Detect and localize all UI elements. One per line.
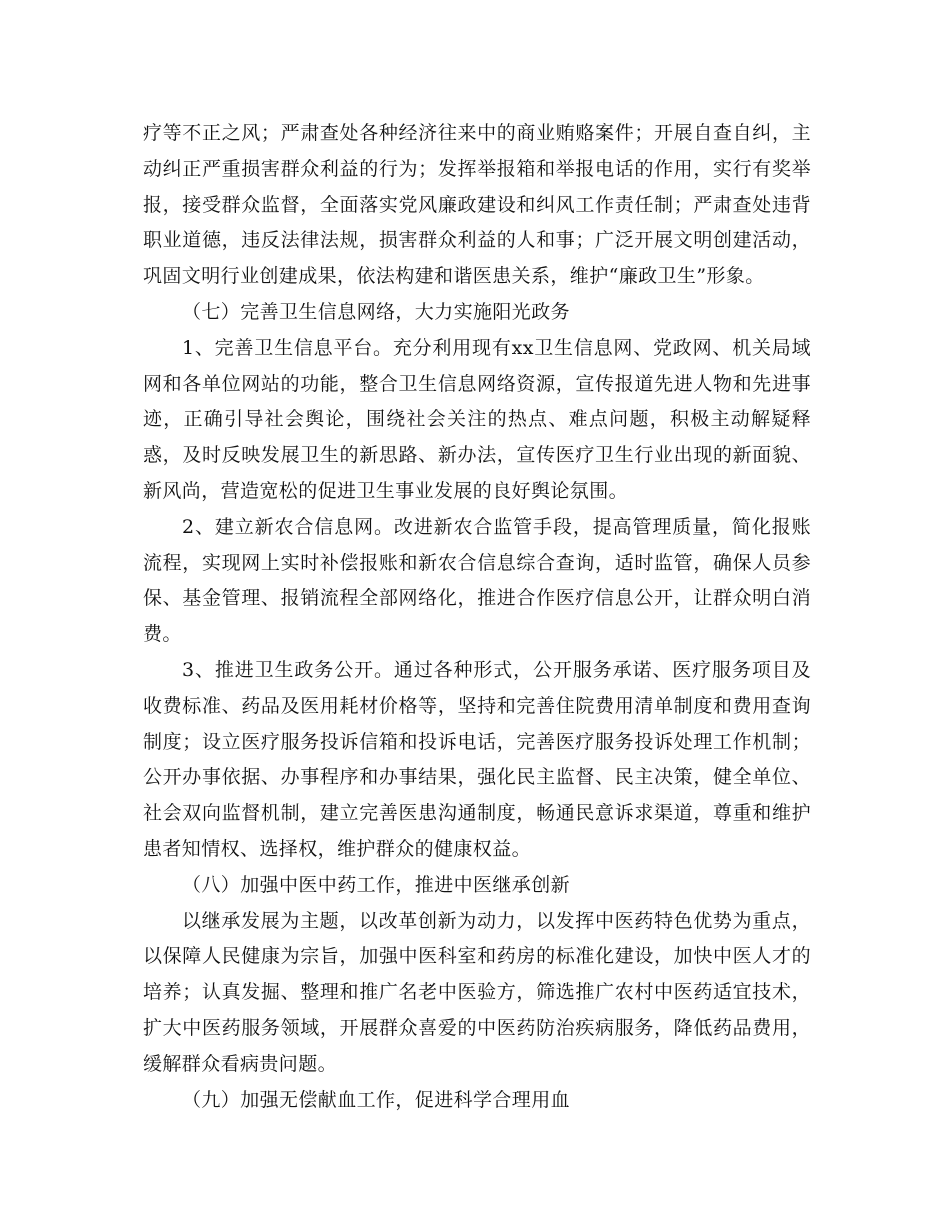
section-heading-9: （九）加强无偿献血工作，促进科学合理用血 <box>182 1088 571 1111</box>
paragraph-item-2: 2、建立新农合信息网。改进新农合监管手段，提高管理质量，简化报账流程，实现网上实时补偿报账和新农合信息综合查询，适时监管，确保人员参保、基金管理、报销流程全部网络化，推进合作医疗信息公开，让群众明白消费。 <box>143 515 811 646</box>
paragraph-continuation: 疗等不正之风；严肃查处各种经济往来中的商业贿赂案件；开展自查自纠，主动纠正严重损害群众利益的行为；发挥举报箱和举报电话的作用，实行有奖举报，接受群众监督，全面落实党风廉政建设和纠风工作责任制；严肃查处违背职业道德，违反法律法规，损害群众利益的人和事；广泛开展文明创建活动，巩固文明行业创建成果，依法构建和谐医患关系，维护“廉政卫生”形象。 <box>143 122 811 288</box>
section-heading-7: （七）完善卫生信息网络，大力实施阳光政务 <box>182 300 571 323</box>
section-heading-8: （八）加强中医中药工作，推进中医继承创新 <box>182 873 571 896</box>
paragraph-item-3: 3、推进卫生政务公开。通过各种形式，公开服务承诺、医疗服务项目及收费标准、药品及医用耗材价格等，坚持和完善住院费用清单制度和费用查询制度；设立医疗服务投诉信箱和投诉电话，完善医疗服务投诉处理工作机制；公开办事依据、办事程序和办事结果，强化民主监督、民主决策，健全单位、社会双向监督机制，建立完善医患沟通制度，畅通民意诉求渠道，尊重和维护患者知情权、选择权，维护群众的健康权益。 <box>143 658 811 860</box>
paragraph-tcm: 以继承发展为主题，以改革创新为动力，以发挥中医药特色优势为重点，以保障人民健康为宗旨，加强中医科室和药房的标准化建设，加快中医人才的培养；认真发掘、整理和推广名老中医验方，筛选推广农村中医药适宜技术，扩大中医药服务领域，开展群众喜爱的中医药防治疾病服务，降低药品费用，缓解群众看病贵问题。 <box>143 909 811 1075</box>
paragraph-item-1: 1、完善卫生信息平台。充分利用现有xx卫生信息网、党政网、机关局域网和各单位网站的功能，整合卫生信息网络资源，宣传报道先进人物和先进事迹，正确引导社会舆论，围绕社会关注的热点、难点问题，积极主动解疑释惑，及时反映发展卫生的新思路、新办法，宣传医疗卫生行业出现的新面貌、新风尚，营造宽松的促进卫生事业发展的良好舆论氛围。 <box>143 336 811 502</box>
document-body <box>143 116 811 1118</box>
